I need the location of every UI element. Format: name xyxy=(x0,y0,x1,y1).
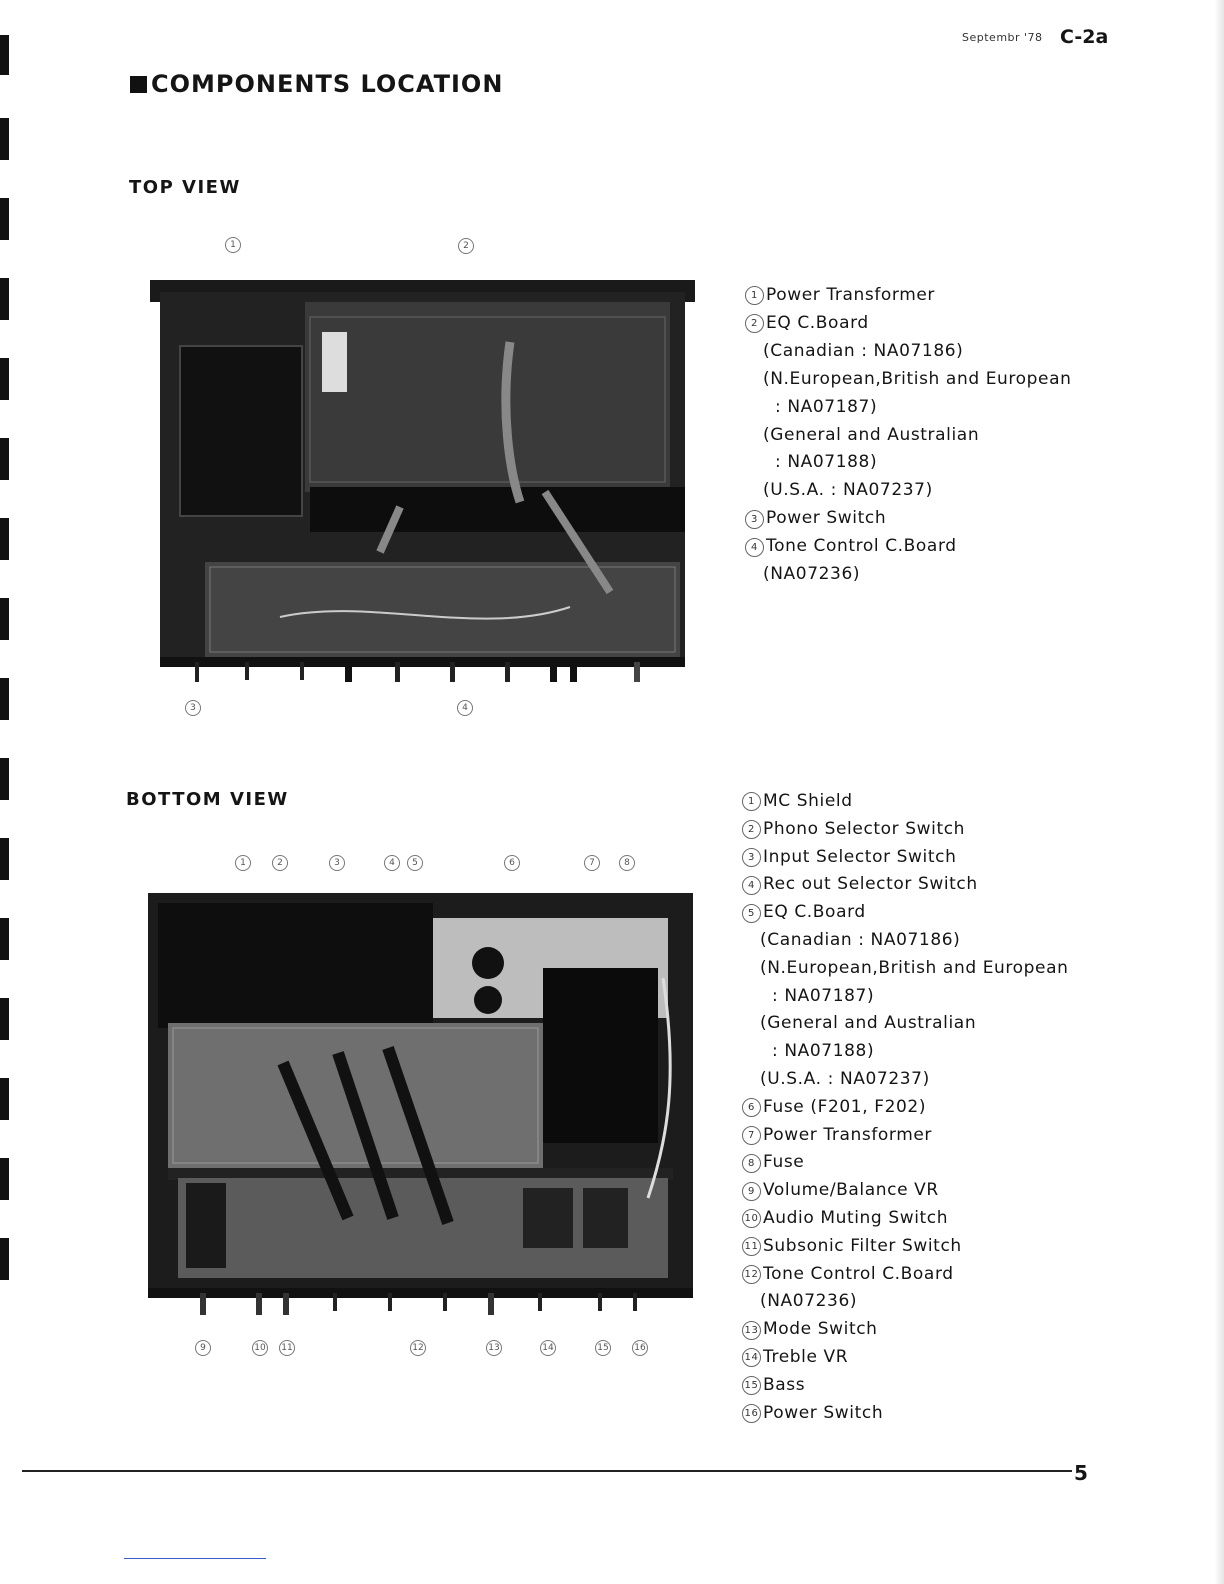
legend-subitem: (NA07236) xyxy=(760,1291,858,1312)
binder-mark xyxy=(0,438,9,480)
legend-item xyxy=(742,788,1069,816)
legend-subitem: (N.European,British and European xyxy=(763,368,1072,389)
binder-mark xyxy=(0,278,9,320)
callout-number: 16 xyxy=(742,1404,761,1423)
page-title xyxy=(130,70,503,98)
bottom-view-callout: 4 xyxy=(384,855,400,871)
legend-text: MC Shield xyxy=(763,791,853,811)
legend-item xyxy=(745,282,1072,310)
bottom-view-callout: 2 xyxy=(272,855,288,871)
binder-mark xyxy=(0,758,9,800)
callout-number: 12 xyxy=(742,1265,761,1284)
legend-item xyxy=(745,533,1072,561)
legend-item xyxy=(742,1400,1069,1428)
callout-number: 4 xyxy=(745,538,764,557)
legend-item xyxy=(742,899,1069,927)
binder-mark xyxy=(0,1238,9,1280)
top-view-callout: 3 xyxy=(185,700,201,716)
bottom-view-heading: BOTTOM VIEW xyxy=(126,789,289,810)
binder-mark xyxy=(0,1078,9,1120)
page-number: 5 xyxy=(1074,1461,1088,1485)
bottom-view-callout: 3 xyxy=(329,855,345,871)
legend-text: EQ C.Board xyxy=(763,902,866,923)
legend-text: Input Selector Switch xyxy=(763,846,957,867)
legend-text: Treble VR xyxy=(763,1346,849,1367)
legend-text: Power Transformer xyxy=(763,1124,933,1145)
binder-mark xyxy=(0,358,9,400)
legend-subitem: (General and Australian xyxy=(763,424,980,445)
callout-number: 9 xyxy=(742,1182,761,1201)
callout-number: 1 xyxy=(745,286,764,305)
legend-item xyxy=(742,1122,1069,1150)
bottom-view-photo xyxy=(148,878,693,1318)
bottom-view-callout: 9 xyxy=(195,1340,211,1356)
bottom-view-callout: 10 xyxy=(252,1340,268,1356)
legend-item xyxy=(742,1177,1069,1205)
legend-text: Rec out Selector Switch xyxy=(763,874,978,895)
callout-number: 8 xyxy=(742,1154,761,1173)
legend-item xyxy=(742,1372,1069,1400)
legend-subitem: : NA07188) xyxy=(775,452,878,473)
legend-text: EQ C.Board xyxy=(766,312,869,333)
legend-text: Power Switch xyxy=(766,508,887,529)
legend-item xyxy=(742,1094,1069,1122)
legend-subitem: : NA07187) xyxy=(772,985,875,1006)
legend-text: Audio Muting Switch xyxy=(763,1207,949,1228)
footer-rule xyxy=(22,1470,1072,1472)
binder-mark xyxy=(0,838,9,880)
legend-text: Tone Control C.Board xyxy=(766,536,957,557)
page-edge-shadow xyxy=(1214,0,1224,1584)
legend-item xyxy=(745,310,1072,338)
binder-mark xyxy=(0,518,9,560)
top-view-heading: TOP VIEW xyxy=(129,177,241,198)
legend-subitem: (Canadian : NA07186) xyxy=(760,929,961,950)
binder-mark xyxy=(0,198,9,240)
legend-item xyxy=(742,816,1069,844)
bottom-view-callout: 5 xyxy=(407,855,423,871)
binder-mark xyxy=(0,678,9,720)
legend-text: Phono Selector Switch xyxy=(763,818,966,839)
callout-number: 7 xyxy=(742,1126,761,1145)
legend-item xyxy=(742,1316,1069,1344)
bottom-view-callout: 7 xyxy=(584,855,600,871)
legend-item xyxy=(742,1233,1069,1261)
callout-number: 5 xyxy=(742,904,761,923)
legend-item xyxy=(745,505,1072,533)
legend-text: Power Transformer xyxy=(766,285,936,305)
legend-item xyxy=(742,844,1069,872)
legend-item xyxy=(742,1149,1069,1177)
page-title-text: COMPONENTS LOCATION xyxy=(151,70,504,98)
binder-mark xyxy=(0,998,9,1040)
legend-text: Mode Switch xyxy=(763,1319,878,1340)
callout-number: 6 xyxy=(742,1098,761,1117)
callout-number: 11 xyxy=(742,1237,761,1256)
legend-text: Bass xyxy=(763,1374,806,1395)
legend-text: Subsonic Filter Switch xyxy=(763,1235,962,1256)
legend-subitem: (U.S.A. : NA07237) xyxy=(760,1068,930,1089)
callout-number: 3 xyxy=(742,848,761,867)
bottom-view-callout: 14 xyxy=(540,1340,556,1356)
legend-item xyxy=(742,1205,1069,1233)
legend-subitem: (NA07236) xyxy=(763,564,861,585)
legend-item xyxy=(742,871,1069,899)
binder-mark xyxy=(0,918,9,960)
legend-item xyxy=(742,1261,1069,1289)
legend-subitem: : NA07187) xyxy=(775,396,878,417)
legend-text: Tone Control C.Board xyxy=(763,1263,954,1284)
title-square-icon xyxy=(130,76,147,93)
callout-number: 2 xyxy=(742,820,761,839)
callout-number: 3 xyxy=(745,510,764,529)
binder-mark xyxy=(0,35,9,75)
binder-mark xyxy=(0,598,9,640)
top-view-legend xyxy=(745,282,1072,589)
top-view-callout: 2 xyxy=(458,238,474,254)
legend-text: Fuse (F201, F202) xyxy=(763,1096,927,1117)
bottom-view-callout: 11 xyxy=(279,1340,295,1356)
callout-number: 4 xyxy=(742,876,761,895)
header-date: Septembr '78 xyxy=(962,31,1043,44)
bottom-view-callout: 12 xyxy=(410,1340,426,1356)
binder-mark xyxy=(0,118,9,160)
legend-text: Power Switch xyxy=(763,1402,884,1423)
callout-number: 13 xyxy=(742,1321,761,1340)
top-view-callout: 1 xyxy=(225,237,241,253)
callout-number: 2 xyxy=(745,314,764,333)
bottom-view-callout: 15 xyxy=(595,1340,611,1356)
callout-number: 14 xyxy=(742,1348,761,1367)
scan-artifact-line xyxy=(124,1558,266,1559)
legend-subitem: (N.European,British and European xyxy=(760,957,1069,978)
top-view-callout: 4 xyxy=(457,700,473,716)
bottom-view-callout: 8 xyxy=(619,855,635,871)
callout-number: 1 xyxy=(742,792,761,811)
bottom-view-callout: 16 xyxy=(632,1340,648,1356)
legend-subitem: (General and Australian xyxy=(760,1013,977,1034)
callout-number: 10 xyxy=(742,1209,761,1228)
bottom-view-callout: 13 xyxy=(486,1340,502,1356)
legend-text: Volume/Balance VR xyxy=(763,1180,939,1201)
binder-mark xyxy=(0,1158,9,1200)
legend-subitem: (U.S.A. : NA07237) xyxy=(763,480,933,501)
legend-text: Fuse xyxy=(763,1152,805,1173)
legend-subitem: : NA07188) xyxy=(772,1041,875,1062)
callout-number: 15 xyxy=(742,1376,761,1395)
bottom-view-legend xyxy=(742,788,1069,1427)
top-view-photo xyxy=(150,262,695,682)
legend-item xyxy=(742,1344,1069,1372)
bottom-view-callout: 6 xyxy=(504,855,520,871)
header-code: C-2a xyxy=(1060,26,1109,48)
bottom-view-callout: 1 xyxy=(235,855,251,871)
legend-subitem: (Canadian : NA07186) xyxy=(763,340,964,361)
